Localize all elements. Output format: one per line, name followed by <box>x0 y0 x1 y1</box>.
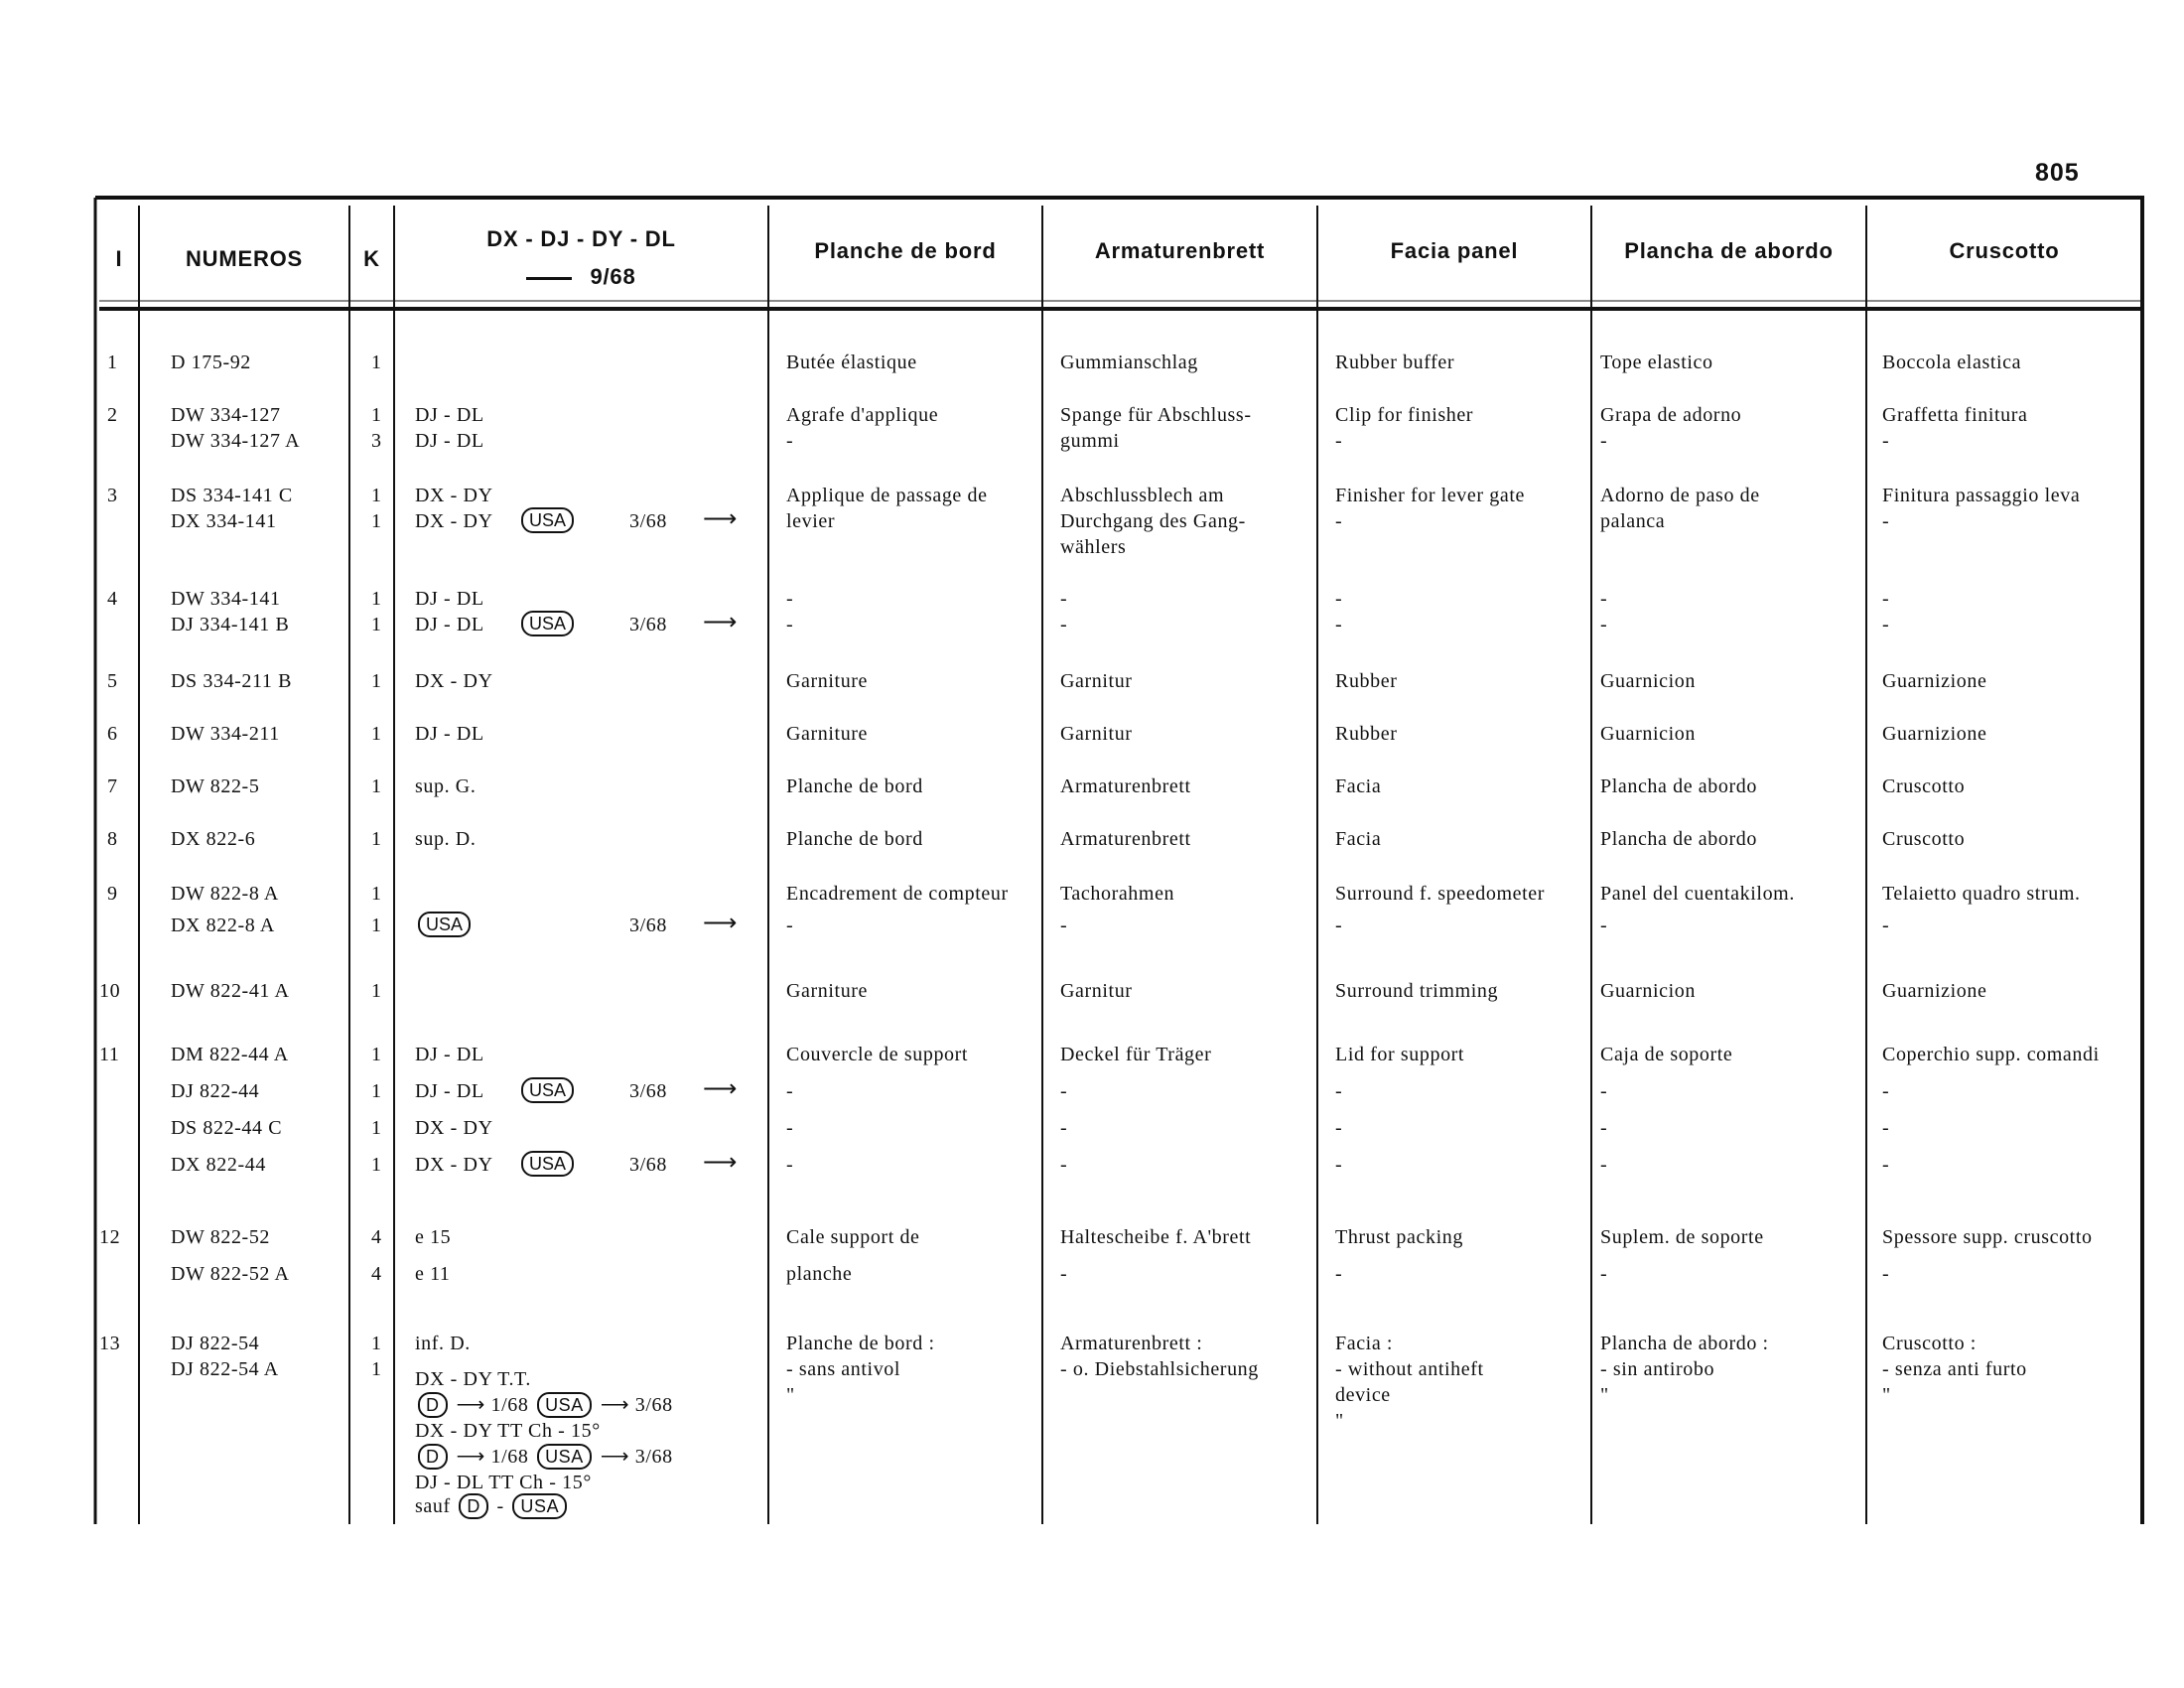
usa-badge: USA <box>521 611 574 636</box>
desc-en: Surround trimming <box>1335 980 1499 1002</box>
row-index: 2 <box>107 404 118 426</box>
desc-de: Abschlussblech am <box>1060 485 1225 506</box>
d-badge: D <box>418 1444 448 1470</box>
arrow-icon: ⟶ <box>703 506 739 532</box>
quantity: 1 <box>371 404 382 426</box>
application-line <box>415 1444 673 1470</box>
desc-fr: Cale support de <box>786 1226 920 1248</box>
desc-es: - <box>1600 1117 1608 1139</box>
application-text: DX - DY TT Ch - 15° <box>415 1420 601 1442</box>
desc-fr: " <box>786 1384 795 1406</box>
desc-es: Plancha de abordo : <box>1600 1333 1769 1354</box>
part-number: DS 822-44 C <box>171 1117 283 1139</box>
usa-badge: USA <box>537 1392 592 1418</box>
row-index: 1 <box>107 352 118 373</box>
desc-en: Rubber buffer <box>1335 352 1455 373</box>
desc-fr: Planche de bord : <box>786 1333 935 1354</box>
application: inf. D. <box>415 1333 471 1354</box>
desc-en: - <box>1335 1117 1343 1139</box>
desc-en: Thrust packing <box>1335 1226 1463 1248</box>
desc-fr: - <box>786 588 794 610</box>
header-models-date-text: 9/68 <box>590 264 636 289</box>
desc-fr: Garniture <box>786 980 869 1002</box>
desc-es: Guarnicion <box>1600 723 1696 745</box>
desc-it: - <box>1882 430 1890 452</box>
row-index: 9 <box>107 883 118 905</box>
page-number: 805 <box>2035 159 2080 187</box>
usa-badge: USA <box>521 1151 574 1177</box>
desc-it: Guarnizione <box>1882 670 1987 692</box>
desc-fr: - sans antivol <box>786 1358 901 1380</box>
date-note: 3/68 <box>629 614 667 635</box>
desc-de: gummi <box>1060 430 1120 452</box>
desc-it: Spessore supp. cruscotto <box>1882 1226 2093 1248</box>
arrow-icon: ⟶ <box>703 1150 739 1176</box>
desc-fr: Planche de bord <box>786 775 923 797</box>
desc-fr: - <box>786 1154 794 1176</box>
part-number: DW 334-211 <box>171 723 280 745</box>
quantity: 1 <box>371 883 382 905</box>
desc-es: Tope elastico <box>1600 352 1713 373</box>
quantity: 1 <box>371 723 382 745</box>
desc-de: Tachorahmen <box>1060 883 1175 905</box>
desc-fr: Agrafe d'applique <box>786 404 939 426</box>
desc-fr: Garniture <box>786 670 869 692</box>
desc-es: Suplem. de soporte <box>1600 1226 1764 1248</box>
header-models-rule <box>526 277 572 280</box>
desc-fr: - <box>786 1117 794 1139</box>
desc-es: " <box>1600 1384 1609 1406</box>
desc-it: - <box>1882 1263 1890 1285</box>
desc-en: Facia <box>1335 775 1382 797</box>
desc-es: Guarnicion <box>1600 980 1696 1002</box>
quantity: 1 <box>371 588 382 610</box>
desc-es: - <box>1600 588 1608 610</box>
quantity: 1 <box>371 352 382 373</box>
header-models: DX - DJ - DY - DL <box>486 226 676 251</box>
desc-es: Adorno de paso de <box>1600 485 1760 506</box>
row-index: 3 <box>107 485 118 506</box>
application: DX - DY <box>415 510 493 532</box>
part-number: DW 822-41 A <box>171 980 290 1002</box>
date-note: 3/68 <box>629 914 667 936</box>
part-number: DJ 822-54 A <box>171 1358 279 1380</box>
application: DJ - DL <box>415 404 484 426</box>
desc-fr: levier <box>786 510 836 532</box>
desc-it: Guarnizione <box>1882 980 1987 1002</box>
row-index: 10 <box>99 980 121 1002</box>
date-note: 3/68 <box>629 1394 673 1416</box>
desc-en: Finisher for lever gate <box>1335 485 1525 506</box>
desc-it: Guarnizione <box>1882 723 1987 745</box>
desc-de: wählers <box>1060 536 1127 558</box>
application: e 11 <box>415 1263 451 1285</box>
desc-it: - senza anti furto <box>1882 1358 2027 1380</box>
desc-es: - sin antirobo <box>1600 1358 1715 1380</box>
header-models-date <box>394 264 768 290</box>
application-line <box>415 1366 531 1392</box>
header-english: Facia panel <box>1390 238 1519 263</box>
arrow-icon: ⟶ <box>456 1394 485 1416</box>
desc-en: - <box>1335 614 1343 635</box>
part-number: DJ 822-54 <box>171 1333 260 1354</box>
quantity: 1 <box>371 1080 382 1102</box>
desc-es: Guarnicion <box>1600 670 1696 692</box>
header-k: K <box>363 246 380 271</box>
application: sup. D. <box>415 828 477 850</box>
application-text: sauf <box>415 1495 457 1517</box>
desc-en: Rubber <box>1335 723 1398 745</box>
desc-it: - <box>1882 510 1890 532</box>
part-number: DS 334-141 C <box>171 485 293 506</box>
usa-badge: USA <box>537 1444 592 1470</box>
desc-en: - <box>1335 430 1343 452</box>
desc-en: - <box>1335 588 1343 610</box>
desc-fr: Encadrement de compteur <box>786 883 1009 905</box>
desc-fr: Garniture <box>786 723 869 745</box>
desc-it: - <box>1882 1154 1890 1176</box>
part-number: DW 822-8 A <box>171 883 279 905</box>
quantity: 1 <box>371 914 382 936</box>
desc-fr: Planche de bord <box>786 828 923 850</box>
row-index: 8 <box>107 828 118 850</box>
arrow-icon: ⟶ <box>600 1394 630 1416</box>
part-number: DX 822-44 <box>171 1154 266 1176</box>
desc-en: - <box>1335 1263 1343 1285</box>
row-index: 6 <box>107 723 118 745</box>
quantity: 1 <box>371 510 382 532</box>
part-number: DX 822-6 <box>171 828 256 850</box>
desc-de: Garnitur <box>1060 980 1133 1002</box>
desc-en: Rubber <box>1335 670 1398 692</box>
application: DJ - DL <box>415 723 484 745</box>
application: DX - DY <box>415 670 493 692</box>
desc-de: - o. Diebstahlsicherung <box>1060 1358 1259 1380</box>
quantity: 1 <box>371 1044 382 1065</box>
part-number: DW 822-52 <box>171 1226 271 1248</box>
quantity: 1 <box>371 614 382 635</box>
date-note: 3/68 <box>629 1080 667 1102</box>
usa-badge: USA <box>521 507 574 533</box>
date-note: 3/68 <box>629 510 667 532</box>
date-note: 1/68 <box>484 1394 535 1416</box>
application-line: sauf D - USA <box>415 1493 570 1519</box>
header-spanish: Plancha de abordo <box>1624 238 1834 263</box>
application: DJ - DL <box>415 588 484 610</box>
desc-fr: planche <box>786 1263 853 1285</box>
part-number: DW 334-127 <box>171 404 281 426</box>
application: DX - DY <box>415 1117 493 1139</box>
desc-de: - <box>1060 1117 1068 1139</box>
header-german: Armaturenbrett <box>1094 238 1266 263</box>
desc-it: Cruscotto <box>1882 828 1966 850</box>
quantity: 4 <box>371 1226 382 1248</box>
desc-de: Garnitur <box>1060 723 1133 745</box>
quantity: 1 <box>371 485 382 506</box>
application: DJ - DL <box>415 1044 484 1065</box>
desc-es: - <box>1600 1154 1608 1176</box>
part-number: DW 334-127 A <box>171 430 301 452</box>
desc-fr: - <box>786 614 794 635</box>
row-index: 4 <box>107 588 118 610</box>
part-number: DW 822-5 <box>171 775 260 797</box>
desc-it: Cruscotto <box>1882 775 1966 797</box>
arrow-icon: ⟶ <box>456 1446 485 1468</box>
part-number: DX 822-8 A <box>171 914 275 936</box>
desc-de: - <box>1060 1154 1068 1176</box>
desc-es: - <box>1600 430 1608 452</box>
row-index: 12 <box>99 1226 121 1248</box>
desc-en: Facia <box>1335 828 1382 850</box>
desc-en: " <box>1335 1410 1344 1432</box>
application: sup. G. <box>415 775 477 797</box>
desc-de: Durchgang des Gang- <box>1060 510 1246 532</box>
desc-es: Panel del cuentakilom. <box>1600 883 1795 905</box>
desc-fr: - <box>786 1080 794 1102</box>
desc-de: Garnitur <box>1060 670 1133 692</box>
usa-badge: USA <box>521 1077 574 1103</box>
desc-it: - <box>1882 1080 1890 1102</box>
header-french: Planche de bord <box>814 238 997 263</box>
application: DJ - DL <box>415 614 484 635</box>
usa-badge: USA <box>512 1493 567 1519</box>
desc-fr: Butée élastique <box>786 352 917 373</box>
desc-en: Facia : <box>1335 1333 1394 1354</box>
header-numeros: NUMEROS <box>185 246 304 271</box>
date-note: 3/68 <box>629 1154 667 1176</box>
row-index: 5 <box>107 670 118 692</box>
quantity: 1 <box>371 828 382 850</box>
quantity: 1 <box>371 670 382 692</box>
part-number: DJ 334-141 B <box>171 614 290 635</box>
desc-it: Coperchio supp. comandi <box>1882 1044 2100 1065</box>
desc-fr: Couvercle de support <box>786 1044 969 1065</box>
desc-es: - <box>1600 1080 1608 1102</box>
row-index: 13 <box>99 1333 121 1354</box>
desc-es: palanca <box>1600 510 1666 532</box>
desc-it: - <box>1882 1117 1890 1139</box>
part-number: DS 334-211 B <box>171 670 293 692</box>
desc-es: - <box>1600 614 1608 635</box>
application: e 15 <box>415 1226 452 1248</box>
desc-de: - <box>1060 1080 1068 1102</box>
desc-it: Cruscotto : <box>1882 1333 1977 1354</box>
desc-en: Clip for finisher <box>1335 404 1474 426</box>
header-italian: Cruscotto <box>1949 238 2060 263</box>
quantity: 3 <box>371 430 382 452</box>
row-index: 11 <box>99 1044 120 1065</box>
desc-fr: - <box>786 430 794 452</box>
date-note: 1/68 <box>484 1446 535 1468</box>
quantity: 1 <box>371 1333 382 1354</box>
arrow-icon: ⟶ <box>703 911 739 936</box>
row-index: 7 <box>107 775 118 797</box>
desc-fr: - <box>786 914 794 936</box>
desc-en: device <box>1335 1384 1391 1406</box>
desc-it: Telaietto quadro strum. <box>1882 883 2081 905</box>
usa-badge: USA <box>418 912 471 937</box>
desc-it: Boccola elastica <box>1882 352 2022 373</box>
quantity: 1 <box>371 1117 382 1139</box>
desc-de: - <box>1060 1263 1068 1285</box>
desc-it: Graffetta finitura <box>1882 404 2028 426</box>
quantity: 1 <box>371 980 382 1002</box>
desc-en: - <box>1335 914 1343 936</box>
desc-de: Gummianschlag <box>1060 352 1198 373</box>
application-text: DX - DY T.T. <box>415 1368 531 1390</box>
application: DJ - DL <box>415 1080 484 1102</box>
desc-de: Armaturenbrett <box>1060 828 1191 850</box>
desc-es: - <box>1600 1263 1608 1285</box>
quantity: 1 <box>371 1154 382 1176</box>
arrow-icon: ⟶ <box>703 610 739 635</box>
desc-de: Armaturenbrett : <box>1060 1333 1203 1354</box>
desc-es: Plancha de abordo <box>1600 775 1757 797</box>
desc-en: Surround f. speedometer <box>1335 883 1545 905</box>
desc-es: Grapa de adorno <box>1600 404 1742 426</box>
desc-it: - <box>1882 914 1890 936</box>
part-number: DM 822-44 A <box>171 1044 289 1065</box>
quantity: 1 <box>371 775 382 797</box>
part-number: DX 334-141 <box>171 510 277 532</box>
desc-de: Deckel für Träger <box>1060 1044 1212 1065</box>
desc-fr: Applique de passage de <box>786 485 988 506</box>
arrow-icon: ⟶ <box>600 1446 630 1468</box>
header-index: I <box>115 246 123 271</box>
desc-it: " <box>1882 1384 1891 1406</box>
arrow-icon: ⟶ <box>703 1076 739 1102</box>
desc-es: - <box>1600 914 1608 936</box>
application: DX - DY <box>415 485 493 506</box>
application-line <box>415 1392 673 1418</box>
quantity: 1 <box>371 1358 382 1380</box>
application-line <box>415 1470 592 1495</box>
date-note: 3/68 <box>629 1446 673 1468</box>
desc-es: Caja de soporte <box>1600 1044 1733 1065</box>
desc-en: - <box>1335 1154 1343 1176</box>
desc-de: - <box>1060 614 1068 635</box>
application-text: DJ - DL TT Ch - 15° <box>415 1472 592 1493</box>
d-badge: D <box>418 1392 448 1418</box>
desc-en: - without antiheft <box>1335 1358 1484 1380</box>
desc-it: Finitura passaggio leva <box>1882 485 2081 506</box>
application: DX - DY <box>415 1154 493 1176</box>
desc-de: - <box>1060 588 1068 610</box>
desc-de: Spange für Abschluss- <box>1060 404 1252 426</box>
desc-en: - <box>1335 510 1343 532</box>
part-number: DW 822-52 A <box>171 1263 290 1285</box>
desc-it: - <box>1882 588 1890 610</box>
desc-es: Plancha de abordo <box>1600 828 1757 850</box>
desc-en: Lid for support <box>1335 1044 1465 1065</box>
application: DJ - DL <box>415 430 484 452</box>
desc-de: - <box>1060 914 1068 936</box>
desc-it: - <box>1882 614 1890 635</box>
desc-en: - <box>1335 1080 1343 1102</box>
desc-de: Armaturenbrett <box>1060 775 1191 797</box>
quantity: 4 <box>371 1263 382 1285</box>
part-number: DW 334-141 <box>171 588 281 610</box>
d-badge: D <box>459 1493 488 1519</box>
part-number: DJ 822-44 <box>171 1080 260 1102</box>
part-number: D 175-92 <box>171 352 251 373</box>
application-line <box>415 1418 601 1444</box>
desc-de: Haltescheibe f. A'brett <box>1060 1226 1252 1248</box>
